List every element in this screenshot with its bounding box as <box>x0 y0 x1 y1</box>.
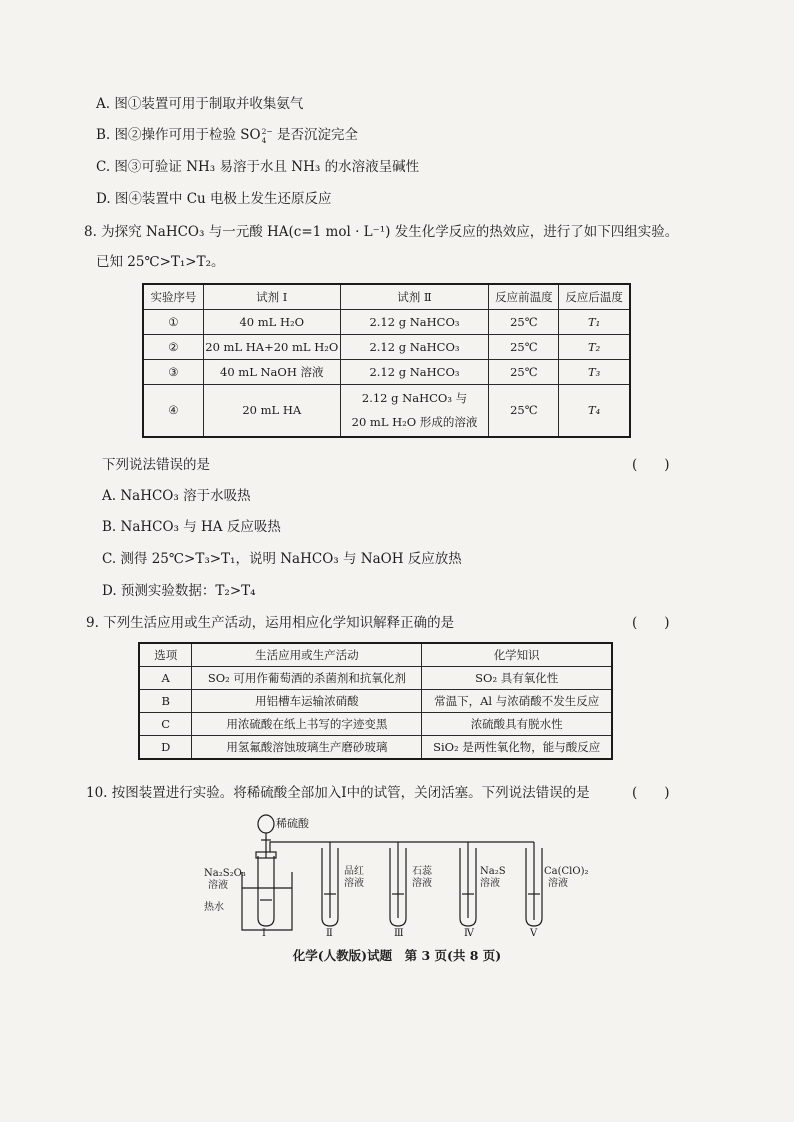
q8-header-cell: 反应前温度 <box>489 284 559 310</box>
table-row <box>139 736 612 760</box>
label-caclo2-solution: 溶液 <box>548 878 568 889</box>
table-row <box>143 335 630 360</box>
q8-known: 已知 25℃>T₁>T₂。 <box>96 254 225 270</box>
q8-option-b: B. NaHCO₃ 与 HA 反应吸热 <box>102 519 281 535</box>
q9-answer-paren: ( ) <box>632 615 670 631</box>
label-tube-3: Ⅲ <box>394 928 404 939</box>
table-cell: C <box>139 713 192 736</box>
label-hot-water: 热水 <box>204 902 224 913</box>
table-row <box>143 310 630 335</box>
table-cell: 用浓硫酸在纸上书写的字迹变黑 <box>192 713 422 736</box>
table-cell: 用铝槽车运输浓硝酸 <box>192 690 422 713</box>
q7-option-c: C. 图③可验证 NH₃ 易溶于水且 NH₃ 的水溶液呈碱性 <box>96 159 420 175</box>
q8-header-cell: 试剂 Ⅰ <box>203 284 340 310</box>
q8-header-cell: 实验序号 <box>143 284 203 310</box>
table-cell: 2.12 g NaHCO₃ <box>340 310 489 335</box>
table-cell: D <box>139 736 192 760</box>
table-cell: T₂ <box>559 335 630 360</box>
table-cell: SO₂ 具有氧化性 <box>422 667 612 690</box>
q7-option-b-post: 是否沉淀完全 <box>272 127 358 143</box>
table-cell: T₁ <box>559 310 630 335</box>
q8-table <box>142 283 631 438</box>
q8-option-c: C. 测得 25℃>T₃>T₁，说明 NaHCO₃ 与 NaOH 反应放热 <box>102 551 462 567</box>
q9-table <box>138 642 613 760</box>
table-cell: 20 mL HA <box>203 385 340 437</box>
table-cell: SiO₂ 是两性氧化物，能与酸反应 <box>422 736 612 760</box>
q8-table-header <box>143 284 630 310</box>
tube-1 <box>258 856 274 926</box>
table-row <box>143 385 630 437</box>
q7-option-a: A. 图①装置可用于制取并收集氨气 <box>96 96 304 112</box>
q8-header-cell: 反应后温度 <box>559 284 630 310</box>
apparatus-drawing <box>200 810 600 940</box>
table-cell: 40 mL H₂O <box>203 310 340 335</box>
table-cell: 20 mL HA+20 mL H₂O <box>203 335 340 360</box>
q8-option-a: A. NaHCO₃ 溶于水吸热 <box>102 488 251 504</box>
label-tube-1: Ⅰ <box>262 928 266 939</box>
label-dilute-acid: 稀硫酸 <box>276 817 309 830</box>
table-row <box>139 713 612 736</box>
table-cell: ① <box>143 310 203 335</box>
label-tube-4: Ⅳ <box>464 928 474 939</box>
q9-header-cell: 选项 <box>139 643 192 667</box>
q10-apparatus-diagram <box>200 810 600 940</box>
table-cell: A <box>139 667 192 690</box>
q7-option-b-sub: 4 <box>261 135 267 145</box>
table-row <box>143 360 630 385</box>
table-cell: ④ <box>143 385 203 437</box>
table-cell: SO₂ 可用作葡萄酒的杀菌剂和抗氧化剂 <box>192 667 422 690</box>
q9-table-header <box>139 643 612 667</box>
table-cell: 25℃ <box>489 335 559 360</box>
label-pinhong: 品红 <box>344 866 364 877</box>
table-cell: 浓硫酸具有脱水性 <box>422 713 612 736</box>
beaker <box>242 872 292 930</box>
table-cell: 25℃ <box>489 385 559 437</box>
label-na2s2o3-solution: 溶液 <box>208 880 228 891</box>
table-cell: 2.12 g NaHCO₃ <box>340 360 489 385</box>
table-row <box>139 667 612 690</box>
table-cell: 25℃ <box>489 360 559 385</box>
table-cell: 25℃ <box>489 310 559 335</box>
q8-option-d: D. 预测实验数据：T₂>T₄ <box>102 583 256 599</box>
table-cell: B <box>139 690 192 713</box>
q9-header-cell: 生活应用或生产活动 <box>192 643 422 667</box>
q7-option-b <box>96 123 358 145</box>
label-litmus-solution: 溶液 <box>412 878 432 889</box>
table-cell: 常温下，Al 与浓硝酸不发生反应 <box>422 690 612 713</box>
label-na2s2o3: Na₂S₂O₃ <box>204 868 246 879</box>
q7-option-b-pre: B. 图②操作可用于检验 SO <box>96 127 261 143</box>
q9-header-cell: 化学知识 <box>422 643 612 667</box>
q8-row4-reagent2-line1: 2.12 g NaHCO₃ 与 <box>361 391 468 406</box>
label-tube-2: Ⅱ <box>326 928 333 939</box>
q8-prompt: 下列说法错误的是 <box>102 457 210 473</box>
label-na2s-solution: 溶液 <box>480 878 500 889</box>
q9-stem: 9. 下列生活应用或生产活动，运用相应化学知识解释正确的是 <box>86 615 455 631</box>
funnel-bulb <box>258 815 274 833</box>
label-tube-5: Ⅴ <box>530 928 538 939</box>
table-cell: T₄ <box>559 385 630 437</box>
table-cell: 2.12 g NaHCO₃ <box>340 335 489 360</box>
connecting-pipe <box>270 842 520 852</box>
table-cell: T₃ <box>559 360 630 385</box>
q7-option-b-sup: 2− <box>261 126 273 136</box>
table-cell: ③ <box>143 360 203 385</box>
label-litmus: 石蕊 <box>412 866 432 877</box>
label-na2s: Na₂S <box>480 866 506 877</box>
q7-option-d: D. 图④装置中 Cu 电极上发生还原反应 <box>96 191 332 207</box>
q8-answer-paren: ( ) <box>632 457 670 473</box>
q10-answer-paren: ( ) <box>632 785 670 801</box>
q8-header-cell: 试剂 Ⅱ <box>340 284 489 310</box>
table-row <box>139 690 612 713</box>
q10-stem: 10. 按图装置进行实验。将稀硫酸全部加入Ⅰ中的试管，关闭活塞。下列说法错误的是 <box>86 785 590 801</box>
label-caclo2: Ca(ClO)₂ <box>544 866 589 877</box>
table-cell: 用氢氟酸溶蚀玻璃生产磨砂玻璃 <box>192 736 422 760</box>
table-cell: 40 mL NaOH 溶液 <box>203 360 340 385</box>
q8-stem: 8. 为探究 NaHCO₃ 与一元酸 HA(c=1 mol · L⁻¹) 发生化学反应的热效应，进行了如下四组实验。 <box>84 224 679 240</box>
page-footer: 化学(人教版)试题 第 3 页(共 8 页) <box>292 948 502 963</box>
label-pinhong-solution: 溶液 <box>344 878 364 889</box>
table-cell <box>340 385 489 437</box>
q8-row4-reagent2-line2: 20 mL H₂O 形成的溶液 <box>351 415 478 430</box>
table-cell: ② <box>143 335 203 360</box>
